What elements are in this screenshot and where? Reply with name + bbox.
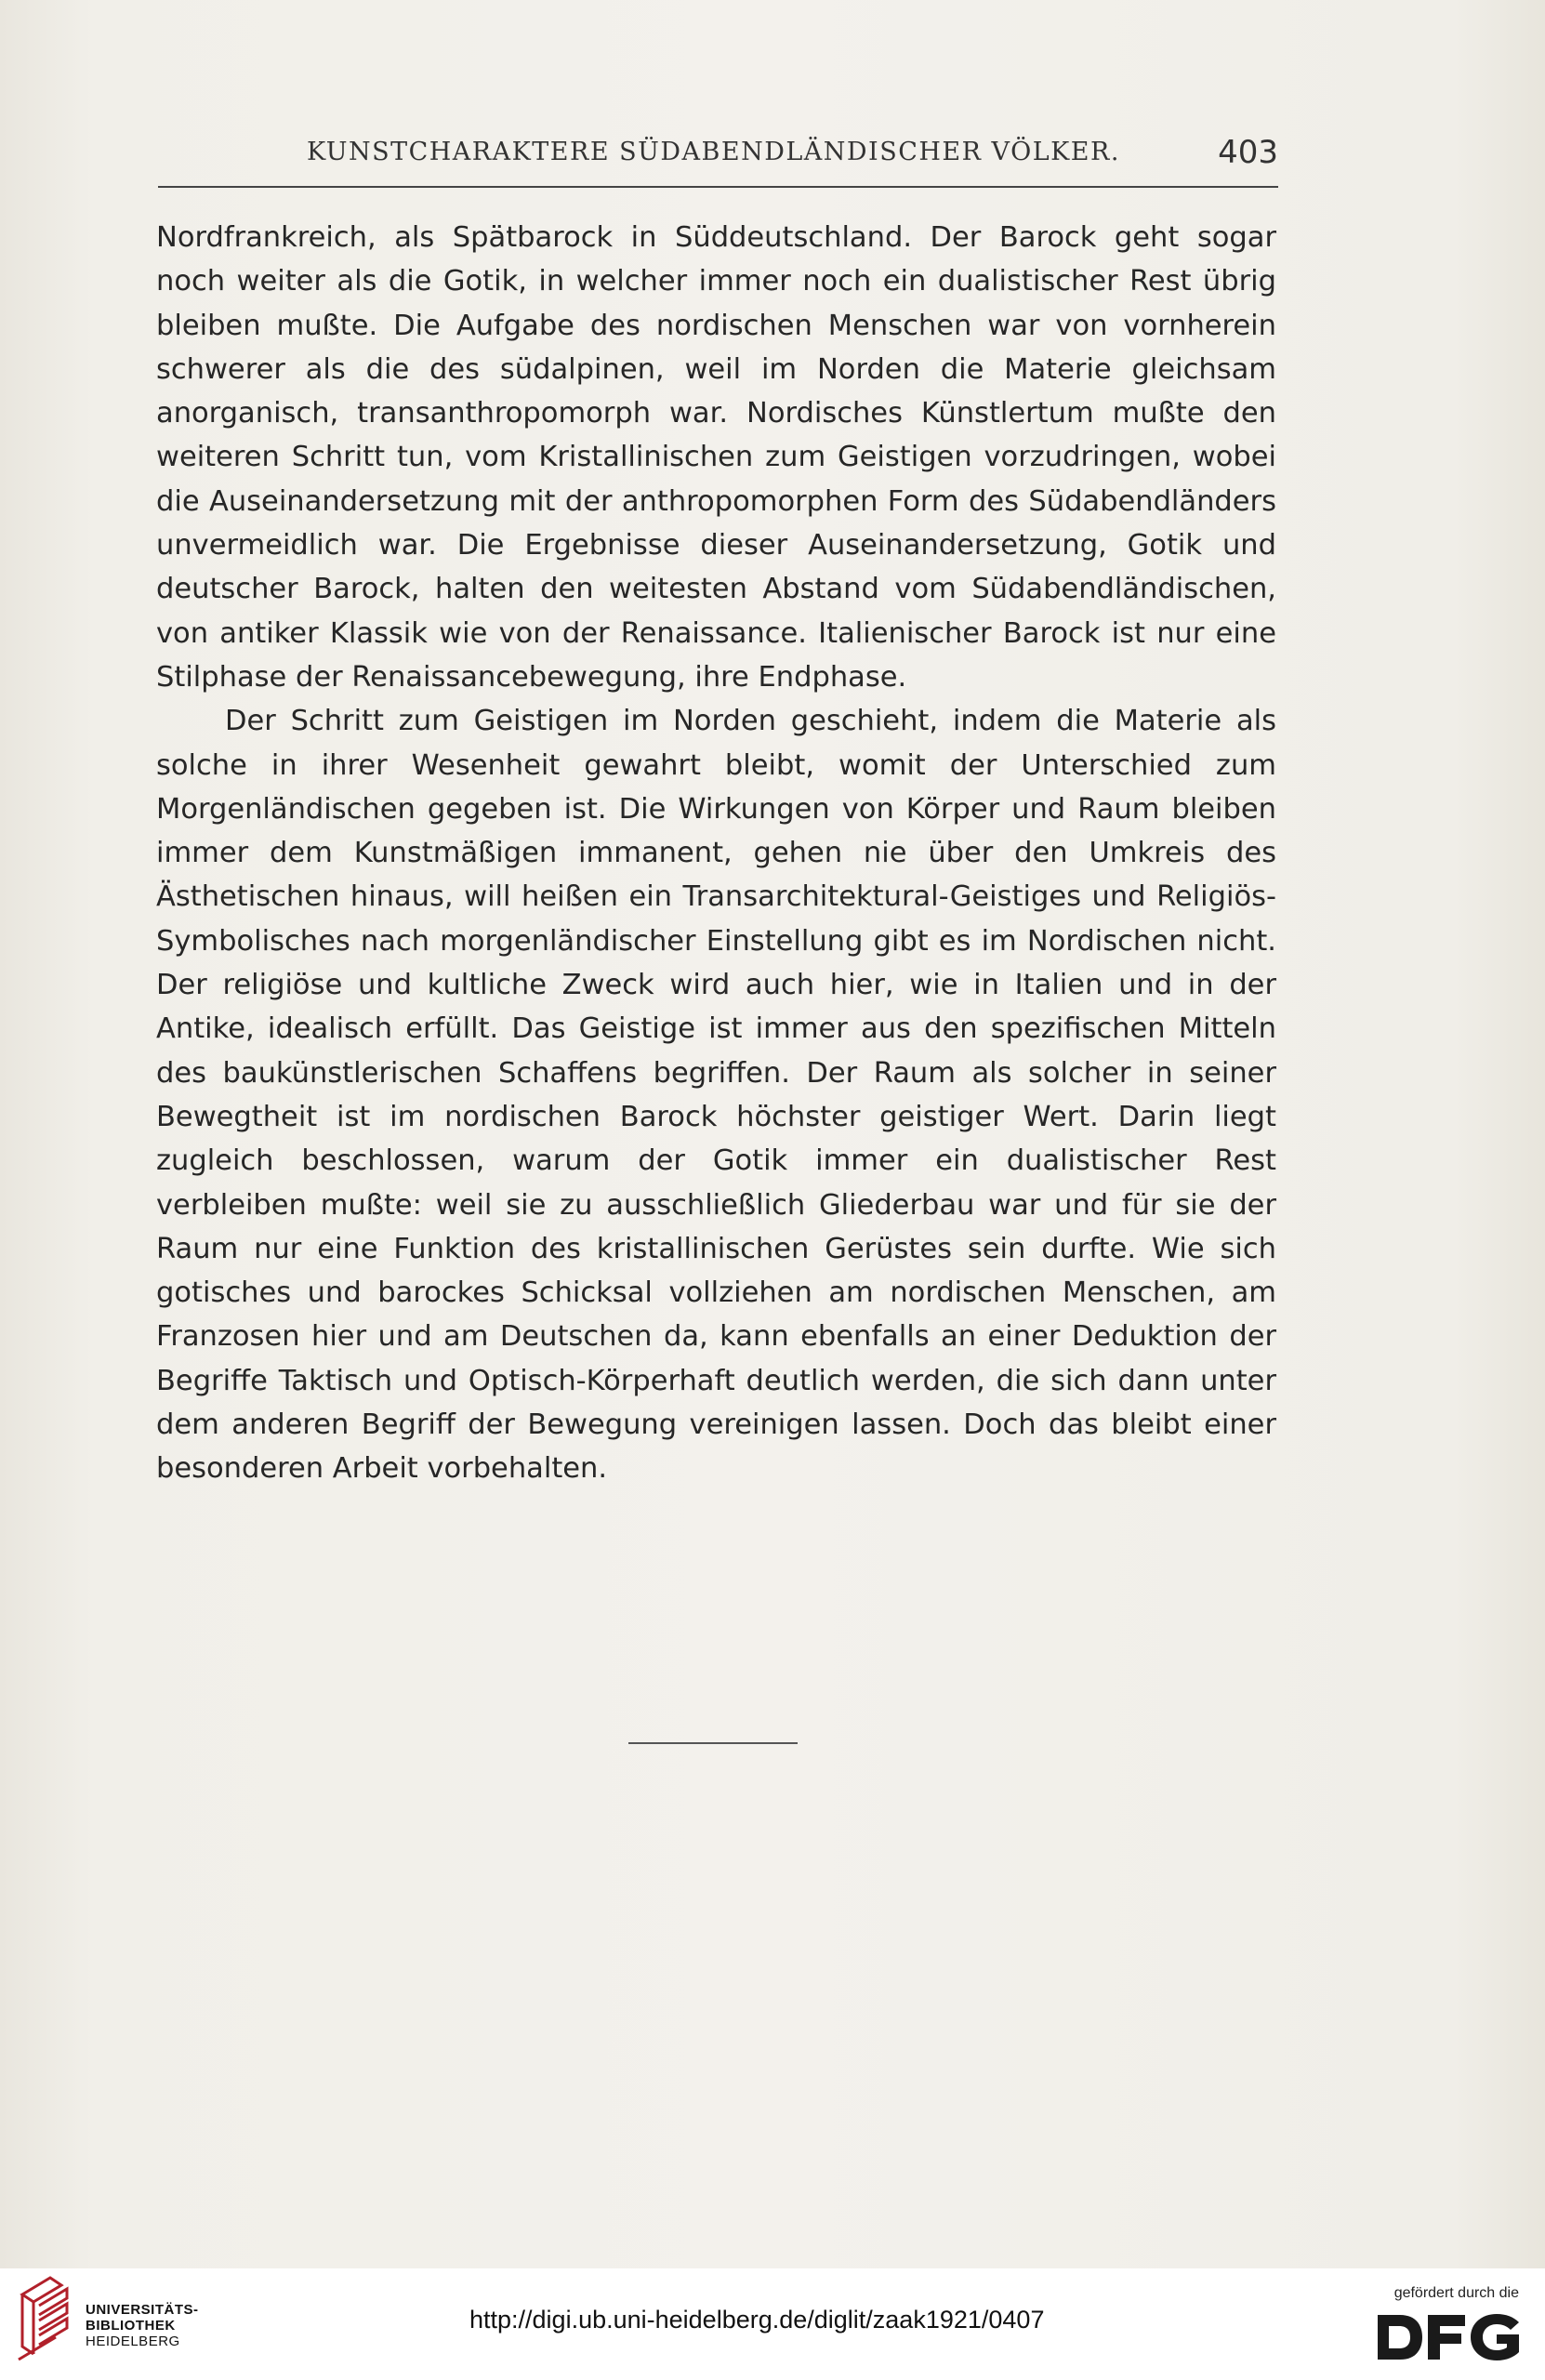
funded-by-label: gefördert durch die — [1393, 2285, 1519, 2301]
running-title: KUNSTCHARAKTERE SÜDABENDLÄNDISCHER VÖLKER. — [307, 138, 1120, 166]
library-name — [86, 2302, 199, 2349]
paragraph-1: Nordfrankreich, als Spätbarock in Süddeutschland. Der Barock geht sogar noch weiter als die Gotik, in welcher immer noch ein dualistischer Rest übrig bleiben mußte. Die Aufgabe des nordischen Menschen war von vornherein schwerer als die des südalpinen, weil im Norden die Materie gleichsam anorganisch, transanthropomorph war. Nordisches Künstlertum mußte den weiteren Schritt tun, vom Kristallinischen zum Geistigen vorzudringen, wobei die Auseinandersetzung mit der anthropomorphen Form des Südabendländers unvermeidlich war. Die Ergebnisse dieser Auseinandersetzung, Gotik und deutscher Barock, halten den weitesten Abstand vom Südabendländischen, von antiker Klassik wie von der Renaissance. Italienischer Barock ist nur eine Stilphase der Renaissancebewegung, ihre Endphase. — [156, 221, 1276, 694]
ub-heidelberg-logo-icon — [15, 2276, 80, 2363]
page-number: 403 — [1218, 134, 1278, 171]
library-name-line2: BIBLIOTHEK — [86, 2318, 176, 2334]
running-header — [158, 134, 1278, 188]
library-name-line1: UNIVERSITÄTS- — [86, 2302, 199, 2318]
dfg-logo-icon — [1376, 2309, 1521, 2365]
section-end-rule — [628, 1742, 798, 1744]
paragraph-2: Der Schritt zum Geistigen im Norden geschieht, indem die Materie als solche in ihrer Wesenheit gewahrt bleibt, womit der Unterschied zum Morgenländischen gegeben ist. Die Wirkungen von Körper und Raum bleiben immer dem Kunstmäßigen immanent, gehen nie über den Umkreis des Ästhetischen hinaus, will heißen ein Transarchitektural-Geistiges und Religiös-Symbolisches nach morgenländischer Einstellung gibt es im Nordischen nicht. Der religiöse und kultliche Zweck wird auch hier, wie in Italien und in der Antike, idealisch erfüllt. Das Geistige ist immer aus den spezifischen Mitteln des baukünstlerischen Schaffens begriffen. Der Raum als solcher in seiner Bewegtheit ist im nordischen Barock höchster geistiger Wert. Darin liegt zugleich beschlossen, warum der Gotik immer ein dualistischer Rest verbleiben mußte: weil sie zu ausschließlich Gliederbau war und für sie der Raum nur eine Funktion des kristallinischen Gerüstes sein durfte. Wie sich gotisches und barockes Schicksal vollziehen am nordischen Menschen, am Franzosen hier und am Deutschen da, kann ebenfalls an einer Deduktion der Begriffe Taktisch und Optisch-Körperhaft deutlich werden, die sich dann unter dem anderen Begriff der Bewegung vereinigen lassen. Doch das bleibt einer besonderen Arbeit vorbehalten. — [156, 705, 1276, 1486]
library-name-line3: HEIDELBERG — [86, 2334, 180, 2349]
source-url-link[interactable]: http://digi.ub.uni-heidelberg.de/diglit/zaak1921/0407 — [469, 2306, 1045, 2334]
body-text — [156, 216, 1276, 1491]
digitization-footer — [0, 2268, 1545, 2380]
